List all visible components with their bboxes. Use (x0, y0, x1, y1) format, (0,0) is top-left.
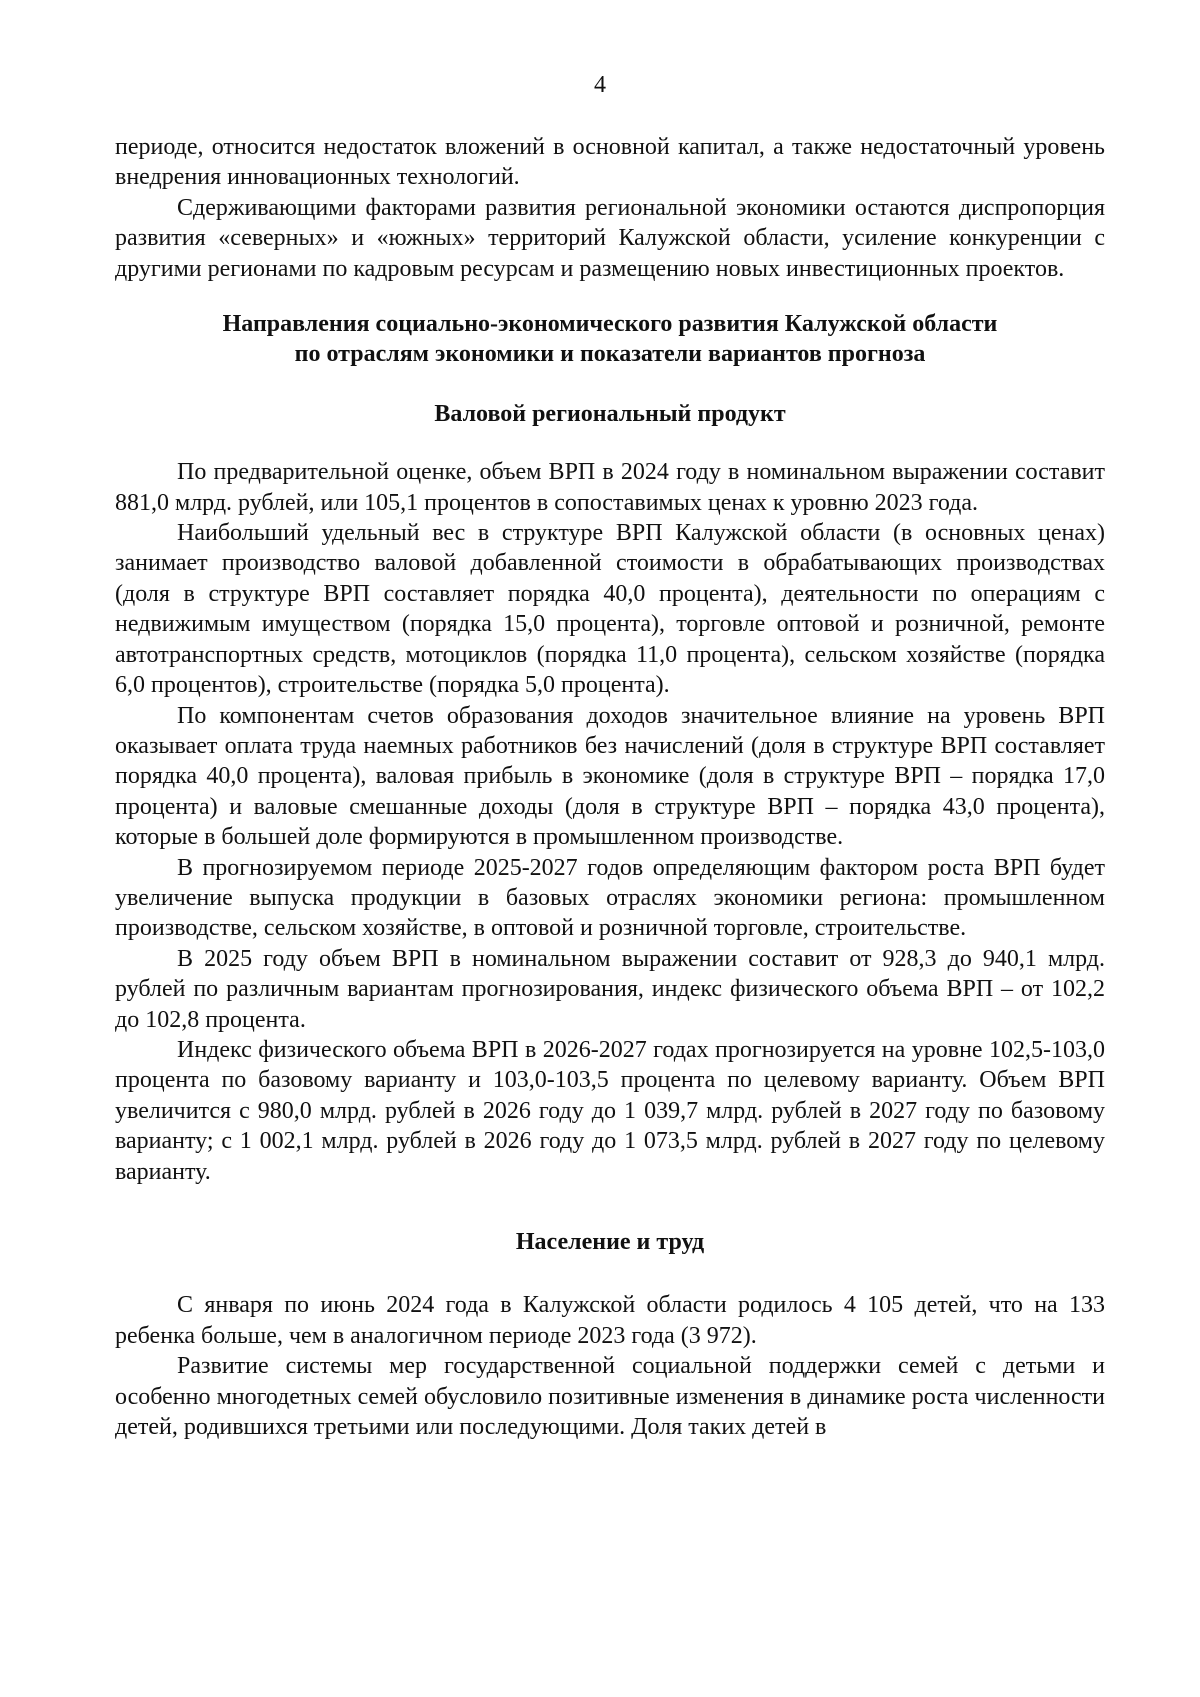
grp-paragraph-estimate: По предварительной оценке, объем ВРП в 2024 году в номинальном выражении составит 881,0 млрд. рублей, или 105,1 процентов в сопоставимых ценах к уровню 2023 года. (115, 459, 1105, 516)
paragraph-continuation: периоде, относится недостаток вложений в основной капитал, а также недостаточный уровень внедрения инновационных технологий. (115, 134, 1105, 191)
section-heading (115, 309, 1105, 370)
page-number: 4 (594, 72, 606, 98)
grp-paragraph-2025: В 2025 году объем ВРП в номинальном выражении составит от 928,3 до 940,1 млрд. рублей по различным вариантам прогнозирования, индекс физического объема ВРП – от 102,2 до 102,8 процента. (115, 945, 1105, 1033)
population-paragraph-births: С января по июнь 2024 года в Калужской области родилось 4 105 детей, что на 133 ребенка больше, чем в аналогичном периоде 2023 года (3 972). (115, 1292, 1105, 1349)
grp-paragraph-2026-2027: Индекс физического объема ВРП в 2026-2027 годах прогнозируется на уровне 102,5-103,0 процента по базовому варианту и 103,0-103,5 процента по целевому варианту. Объем ВРП увеличится с 980,0 млрд. рублей в 2026 году до 1 039,7 млрд. рублей в 2027 году по базовому варианту; с 1 002,1 млрд. рублей в 2026 году до 1 073,5 млрд. рублей в 2027 году по целевому варианту. (115, 1036, 1105, 1185)
population-paragraph-support: Развитие системы мер государственной социальной поддержки семей с детьми и особенно многодетных семей обусловило позитивные изменения в динамике роста численности детей, родившихся третьими или последующими. Доля таких детей в (115, 1353, 1105, 1441)
grp-heading: Валовой региональный продукт (434, 400, 786, 427)
document-body (115, 132, 1105, 1442)
grp-paragraph-forecast-factors: В прогнозируемом периоде 2025-2027 годов определяющим фактором роста ВРП будет увеличение выпуска продукции в базовых отраслях экономики региона: промышленном производстве, сельском хозяйстве, в оптовой и розничной торговле, строительстве. (115, 854, 1105, 942)
section-heading-line-2: по отраслям экономики и показатели вариантов прогноза (294, 341, 926, 368)
population-heading: Население и труд (515, 1229, 705, 1255)
grp-paragraph-income-components: По компонентам счетов образования доходов значительное влияние на уровень ВРП оказывает оплата труда наемных работников без начислений (доля в структуре ВРП составляет порядка 40,0 процента), валовая прибыль в экономике (доля в структуре ВРП – порядка 17,0 процента) и валовые смешанные доходы (доля в структуре ВРП – порядка 43,0 процента), которые в большей доле формируются в промышленном производстве. (115, 702, 1105, 851)
section-heading-line-1: Направления социально-экономического развития Калужской области (222, 311, 998, 338)
grp-paragraph-structure: Наибольший удельный вес в структуре ВРП Калужской области (в основных ценах) занимает производство валовой добавленной стоимости в обрабатывающих производствах (доля в структуре ВРП составляет порядка 40,0 процента), деятельности по операциям с недвижимым имуществом (порядка 15,0 процента), торговле оптовой и розничной, ремонте автотранспортных средств, мотоциклов (порядка 11,0 процента), сельском хозяйстве (порядка 6,0 процентов), строительстве (порядка 5,0 процента). (115, 520, 1105, 699)
paragraph-constraining-factors: Сдерживающими факторами развития региональной экономики остаются диспропорция развития «северных» и «южных» территорий Калужской области, усиление конкуренции с другими регионами по кадровым ресурсам и размещению новых инвестиционных проектов. (115, 194, 1105, 282)
